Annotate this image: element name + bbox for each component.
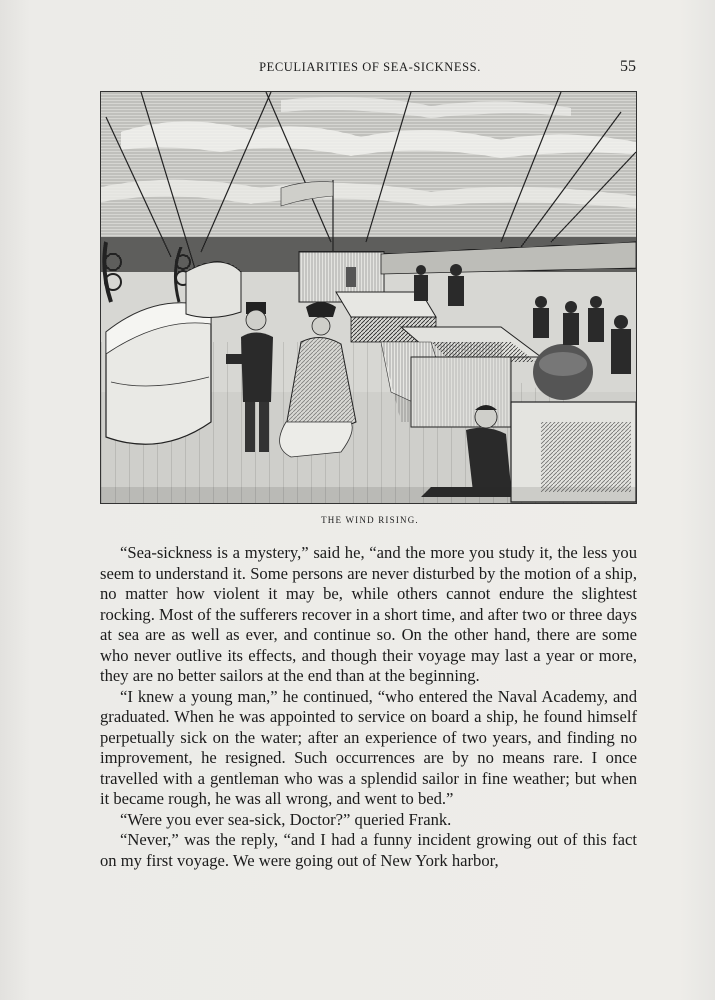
body-text [100,543,637,871]
running-head [100,58,640,80]
paragraph: “Sea-sickness is a mystery,” said he, “and the more you study it, the less you seem to understand it. Some persons are never disturbed by the motion of a ship, no matter how violent it may be, while others cannot endure the slightest rocking. Most of the sufferers recover in a short time, and after two or three days at sea are as well as ever, and continue so. On the other hand, there are some who never outlive its effects, and though their voyage may last a year or more, they are no better sailors at the end than at the beginning. [100,543,637,685]
paragraph: “I knew a young man,” he continued, “who entered the Naval Academy, and graduated. When he was appointed to service on board a ship, he found himself perpetually sick on the water; after an experience of two years, and finding no improvement, he resigned. Such occurrences are by no means rare. I once travelled with a gentleman who was a splendid sailor in fine weather; but when it became rough, he was all wrong, and went to bed.” [100,686,637,808]
running-title: PECULIARITIES OF SEA-SICKNESS. [259,60,481,74]
paragraph: “Were you ever sea-sick, Doctor?” queried Frank. [120,809,452,829]
figure-caption: THE WIND RISING. [321,515,419,525]
page-number: 55 [620,58,636,75]
paragraph: “Never,” was the reply, “and I had a funny incident growing out of this fact on my first voyage. We were going out of New York harbor, [100,830,637,870]
engraving-illustration [100,91,637,504]
